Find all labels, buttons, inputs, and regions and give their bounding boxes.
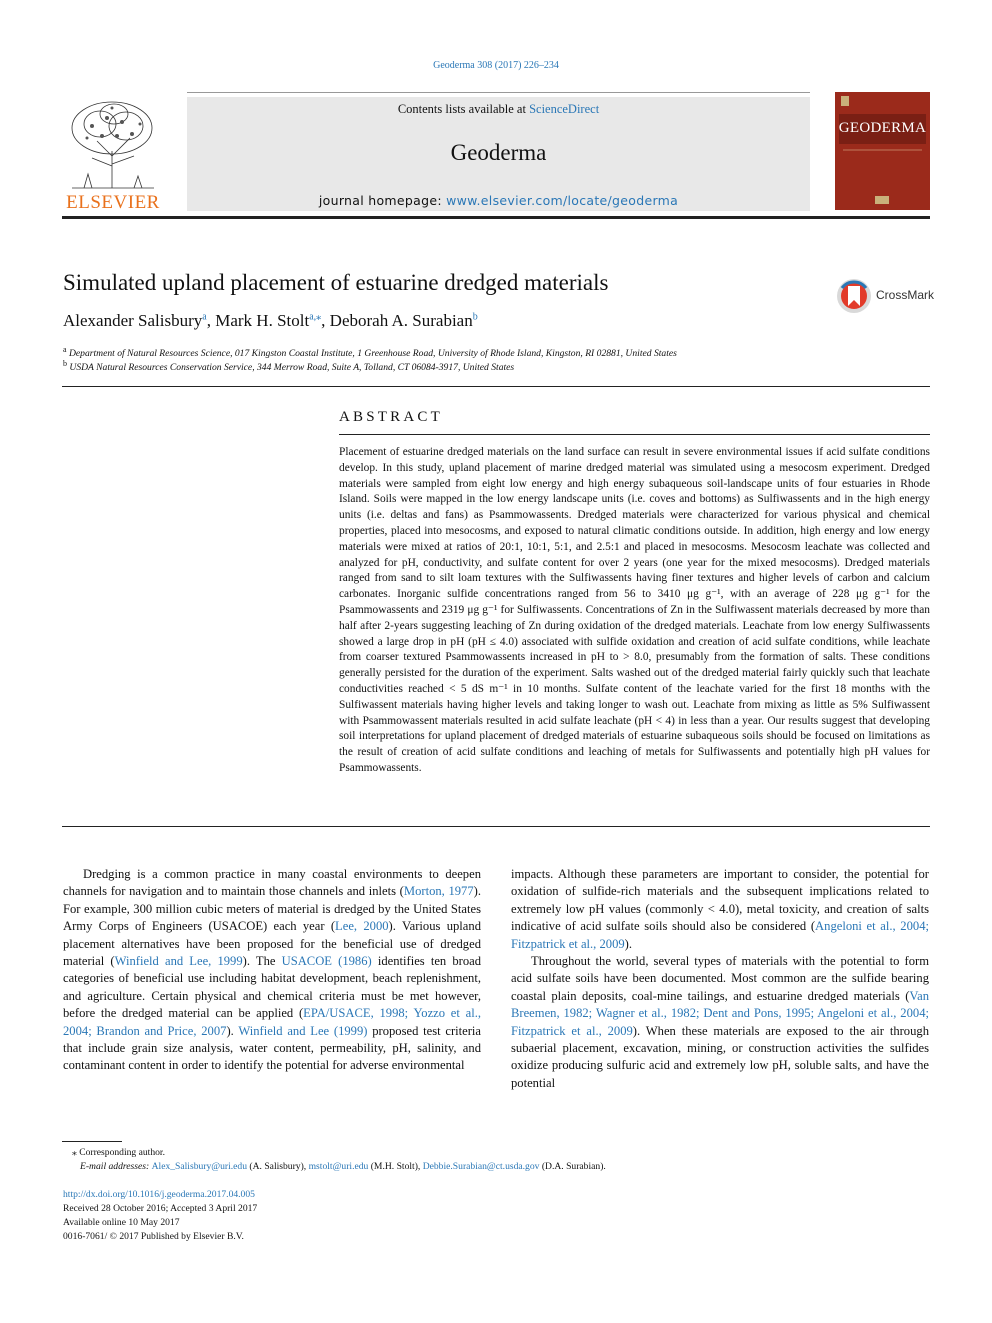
corresponding-author-note: ⁎ Corresponding author. bbox=[72, 1147, 165, 1158]
body-text: ). When these materials are exposed to the air through subaerial placement, excavation, mining, or construction activities the sulfides oxidize producing sulfuric acid and extremely low pH, soluble salts, and have the potential bbox=[511, 1023, 929, 1090]
email-owner: (M.H. Stolt), bbox=[368, 1161, 423, 1172]
body-text: ). bbox=[624, 936, 633, 951]
citation-link[interactable]: Lee, 2000 bbox=[335, 919, 389, 934]
author-name[interactable]: Mark H. Stolt bbox=[215, 311, 310, 330]
footnote-rule bbox=[62, 1141, 122, 1142]
author-affiliation-mark[interactable]: a,⁎ bbox=[309, 311, 322, 323]
section-divider bbox=[62, 386, 930, 387]
homepage-prefix: journal homepage: bbox=[318, 193, 447, 208]
body-paragraph bbox=[511, 953, 929, 1092]
cover-title: GEODERMA bbox=[838, 120, 927, 136]
elsevier-wordmark: ELSEVIER bbox=[66, 192, 160, 213]
contents-line bbox=[187, 102, 810, 117]
email-addresses bbox=[80, 1161, 606, 1172]
body-text: identifies ten broad categories of beneficial use including habitat development, beach replenishment, and agriculture. Certain physical and chemical criteria must be met however, before the dredged material can be applied ( bbox=[63, 954, 482, 1021]
section-divider bbox=[62, 826, 930, 827]
header-top-rule bbox=[187, 92, 810, 93]
crossmark-label[interactable]: CrossMark bbox=[876, 288, 935, 302]
citation-link[interactable]: USACOE (1986) bbox=[281, 954, 372, 969]
affiliation-mark: b bbox=[63, 359, 67, 368]
received-dates: Received 28 October 2016; Accepted 3 April 2017 bbox=[63, 1203, 258, 1214]
author-list: Alexander Salisbury$^a$, Mark H. Stolt$^{a,⁎}$, Deborah A. Surabian$^b$ bbox=[63, 311, 478, 330]
crossmark-icon[interactable] bbox=[836, 278, 872, 314]
affiliation-mark: a bbox=[63, 345, 67, 354]
journal-cover-thumbnail[interactable] bbox=[835, 92, 930, 210]
affiliation-text: Department of Natural Resources Science, 017 Kingston Coastal Institute, 1 Greenhouse Road, University of Rhode Island, Kingston, RI 02881, United States bbox=[68, 348, 677, 360]
header-bottom-rule bbox=[62, 216, 930, 219]
journal-citation[interactable]: Geoderma 308 (2017) 226–234 bbox=[433, 60, 559, 71]
contents-prefix: Contents lists available at bbox=[397, 102, 530, 116]
citation-link[interactable]: Morton, 1977 bbox=[403, 884, 474, 899]
body-text: proposed test criteria that include grain size analysis, water content, permeability, pH, salinity, and contaminant content in order to identify the potential for adverse environmental bbox=[63, 1023, 482, 1073]
homepage-link[interactable]: www.elsevier.com/locate/geoderma bbox=[446, 193, 679, 208]
body-text: ). Various upland placement alternatives have been proposed for the beneficial use of dredged material ( bbox=[63, 919, 481, 969]
available-online: Available online 10 May 2017 bbox=[63, 1217, 180, 1228]
email-link[interactable]: Debbie.Surabian@ct.usda.gov bbox=[422, 1161, 540, 1172]
article-title: Simulated upland placement of estuarine dredged materials bbox=[63, 270, 609, 295]
body-text: ). The bbox=[242, 954, 282, 969]
doi-link[interactable]: http://dx.doi.org/10.1016/j.geoderma.2017.04.005 bbox=[63, 1189, 255, 1200]
citation-link[interactable]: Angeloni et al., 2004; Fitzpatrick et al., 2009 bbox=[511, 919, 929, 951]
abstract-heading: ABSTRACT bbox=[339, 409, 443, 425]
copyright-line: 0016-7061/ © 2017 Published by Elsevier B.V. bbox=[63, 1231, 244, 1242]
body-text: ). For example, 300 million cubic meters of material is dredged by the United States Army Corps of Engineers (USACOE) each year ( bbox=[63, 884, 481, 934]
email-owner: (A. Salisbury), bbox=[247, 1161, 309, 1172]
citation-link[interactable]: Winfield and Lee, 1999 bbox=[114, 954, 243, 969]
abstract-text: Placement of estuarine dredged materials on the land surface can result in severe environmental issues if acid sulfate conditions develop. In this study, upland placement of marine dredged material was simulated using a mesocosm experiment. Dredged materials were sampled from eight low energy and high energy subaqueous soil-landscape units of four estuaries in Rhode Island. Soils were mapped in the low energy landscape units (i.e. coves and bottoms) as Sulfiwassents and in the high energy units (i.e. deltas and fans) as Psammowassents. Dredged materials were characterized for various physical and chemical properties, placed into mesocosms, and exposed to natural climatic conditions outside. In addition, high energy and low energy materials were mixed at ratios of 20:1, 10:1, 5:1, and 2.5:1 and placed in mesocosms. Mesocosm leachate was collected and analyzed for pH, conductivity, and sulfate content for over 2 years (one year for the mixed mesocosms). Dredged materials ranged from sand to silt loam textures with the Sulfiwassents having finer textures and higher levels of carbon and calcium carbonates. Inorganic sulfide concentrations ranged from 56 to 3410 μg g⁻¹, with an average of 228 μg g⁻¹ for the Psammowassents and 2319 μg g⁻¹ for Sulfiwassents. Concentrations of Zn in the Sulfiwassent materials decreased by more than half after 2-years suggesting leaching of Zn during oxidation of the dredged materials. Leachate from low energy Sulfiwassents showed a large drop in pH (pH ≤ 4.0) associated with sulfide oxidation and creation of acid sulfate conditions, while leachate from coarser textured Psammowassents increased in pH to > 8.0, presumably from the formation of salts. These conditions generally persisted for the duration of the experiment. Salts washed out of the dredged material fairly quickly such that leachate conductivities reached < 5 dS m⁻¹ in 10 months. Sulfate content of the leachate varied for the first 18 months with the Sulfiwassent materials having higher levels and taking longer to wash out. Leachate from mixing as little as 5% Sulfiwassent with Psammowassent materials resulted in acid sulfate leachate (pH < 4) in less than a year. Our results suggest that developing soil interpretations for upland placement of dredged materials of estuarine subaqueous soils should be focused on limitations as the result of creation of acid sulfate conditions and leaching of metals for Sulfiwassents and potentially high pH values for Psammowassents. bbox=[339, 446, 930, 774]
body-paragraph bbox=[63, 866, 481, 1075]
email-link[interactable]: mstolt@uri.edu bbox=[308, 1161, 369, 1172]
body-column-left bbox=[63, 866, 481, 1075]
email-label: E-mail addresses: bbox=[80, 1161, 152, 1172]
body-text: Throughout the world, several types of materials with the potential to form acid sulfate soils have been documented. Most common are the sulfide bearing coastal plain deposits, coal-mine tailings, and estuarine dredged materials ( bbox=[511, 954, 929, 1003]
sciencedirect-link[interactable]: ScienceDirect bbox=[529, 102, 600, 116]
affiliation-text: USDA Natural Resources Conservation Service, 344 Merrow Road, Suite A, Tolland, CT 06084-3917, United States bbox=[69, 362, 515, 374]
author-name[interactable]: Alexander Salisbury bbox=[63, 311, 203, 330]
body-paragraph bbox=[511, 866, 929, 953]
citation-link[interactable]: Van Breemen, 1982; Wagner et al., 1982; Dent and Pons, 1995; Angeloni et al., 2004; Fitzpatrick et al., 2009 bbox=[511, 988, 929, 1038]
citation-link[interactable]: Winfield and Lee (1999) bbox=[238, 1023, 368, 1038]
body-column-right bbox=[511, 866, 929, 1092]
email-link[interactable]: Alex_Salisbury@uri.edu bbox=[151, 1161, 248, 1172]
journal-name: Geoderma bbox=[450, 140, 547, 165]
affiliation-b bbox=[63, 359, 514, 373]
affiliation-a bbox=[63, 345, 677, 359]
body-text: impacts. Although these parameters are important to consider, the potential for oxidation of sulfide-rich materials and the subsequent implications related to extremely low pH values (commonly < 4.0), metal toxicity, and creation of salts indicative of acid sulfate soils should also be considered ( bbox=[511, 867, 929, 934]
author-affiliation-mark[interactable]: a bbox=[202, 311, 207, 323]
author-name[interactable]: Deborah A. Surabian bbox=[329, 311, 473, 330]
body-text: ). bbox=[226, 1023, 239, 1038]
journal-homepage bbox=[187, 193, 810, 208]
citation-link[interactable]: EPA/USACE, 1998; Yozzo et al., 2004; Brandon and Price, 2007 bbox=[63, 1006, 481, 1038]
email-owner: (D.A. Surabian). bbox=[539, 1161, 606, 1172]
author-affiliation-mark[interactable]: b bbox=[472, 311, 478, 323]
abstract-rule bbox=[339, 434, 930, 435]
body-text: Dredging is a common practice in many coastal environments to deepen channels for navigation and to maintain those channels and inlets ( bbox=[63, 867, 481, 899]
